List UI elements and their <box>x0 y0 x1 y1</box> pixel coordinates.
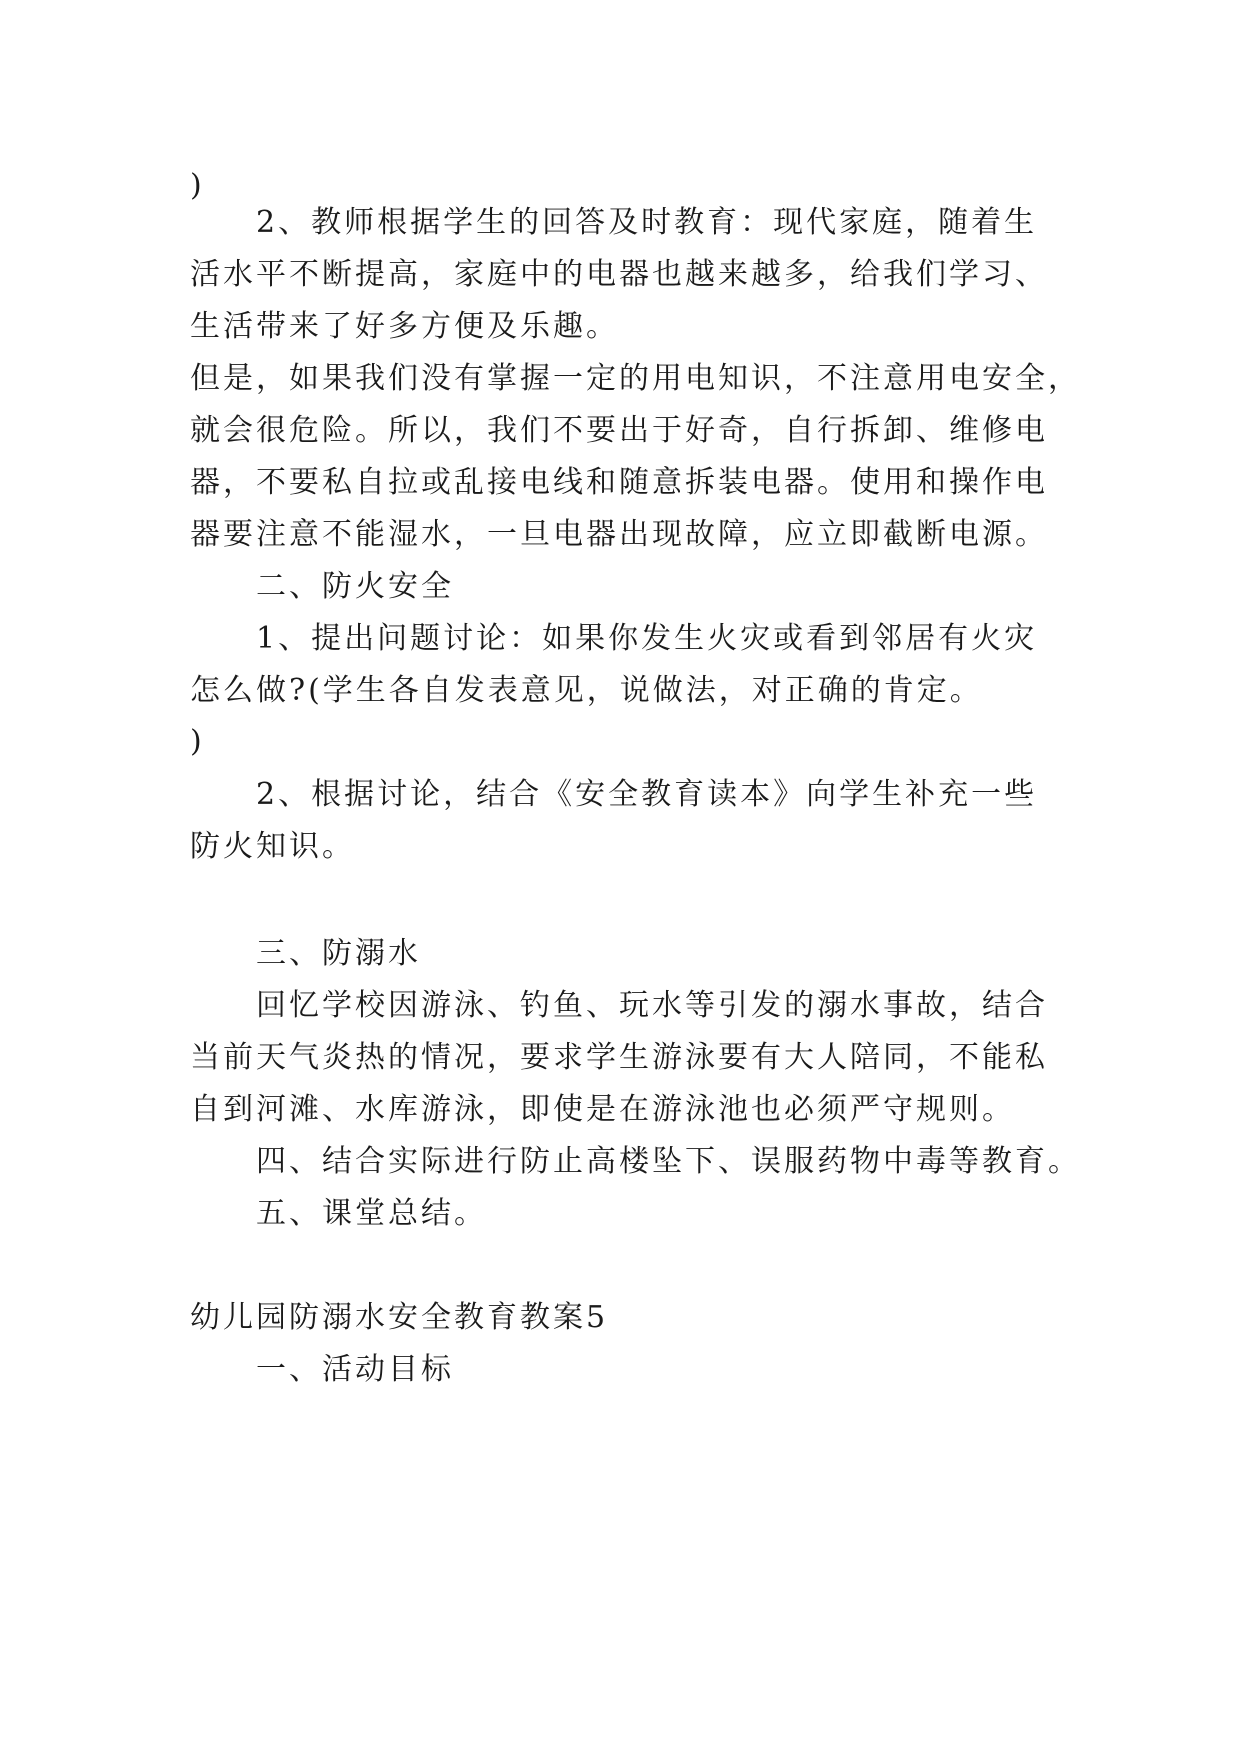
paragraph-line: 2、根据讨论，结合《安全教育读本》向学生补充一些 <box>256 777 1038 812</box>
paragraph-line: 器要注意不能湿水，一旦电器出现故障，应立即截断电源。 <box>190 517 1048 552</box>
paragraph-line: 防火知识。 <box>190 829 355 864</box>
paragraph-line: 但是，如果我们没有掌握一定的用电知识，不注意用电安全， <box>190 361 1081 396</box>
section-heading: 五、课堂总结。 <box>256 1196 487 1231</box>
paragraph-line: 就会很危险。所以，我们不要出于好奇，自行拆卸、维修电 <box>190 413 1048 448</box>
paragraph-line: 当前天气炎热的情况，要求学生游泳要有大人陪同，不能私 <box>190 1040 1048 1075</box>
paragraph-line: 怎么做?(学生各自发表意见，说做法，对正确的肯定。 <box>190 673 983 708</box>
paragraph-line: 回忆学校因游泳、钓鱼、玩水等引发的溺水事故，结合 <box>256 988 1048 1023</box>
paragraph-line: ) <box>190 168 205 203</box>
paragraph-line: 活水平不断提高，家庭中的电器也越来越多，给我们学习、 <box>190 257 1048 292</box>
section-heading: 三、防溺水 <box>256 936 421 971</box>
paragraph-line: 器，不要私自拉或乱接电线和随意拆装电器。使用和操作电 <box>190 465 1048 500</box>
document-title: 幼儿园防溺水安全教育教案5 <box>190 1300 609 1335</box>
paragraph-line: 生活带来了好多方便及乐趣。 <box>190 309 619 344</box>
paragraph-line: 自到河滩、水库游泳，即使是在游泳池也必须严守规则。 <box>190 1092 1015 1127</box>
paragraph-line: ) <box>190 724 205 759</box>
section-heading: 四、结合实际进行防止高楼坠下、误服药物中毒等教育。 <box>256 1144 1081 1179</box>
paragraph-line: 2、教师根据学生的回答及时教育：现代家庭，随着生 <box>256 205 1038 240</box>
paragraph-line: 1、提出问题讨论：如果你发生火灾或看到邻居有火灾 <box>256 621 1038 656</box>
section-heading: 二、防火安全 <box>256 569 454 604</box>
section-heading: 一、活动目标 <box>256 1352 454 1387</box>
